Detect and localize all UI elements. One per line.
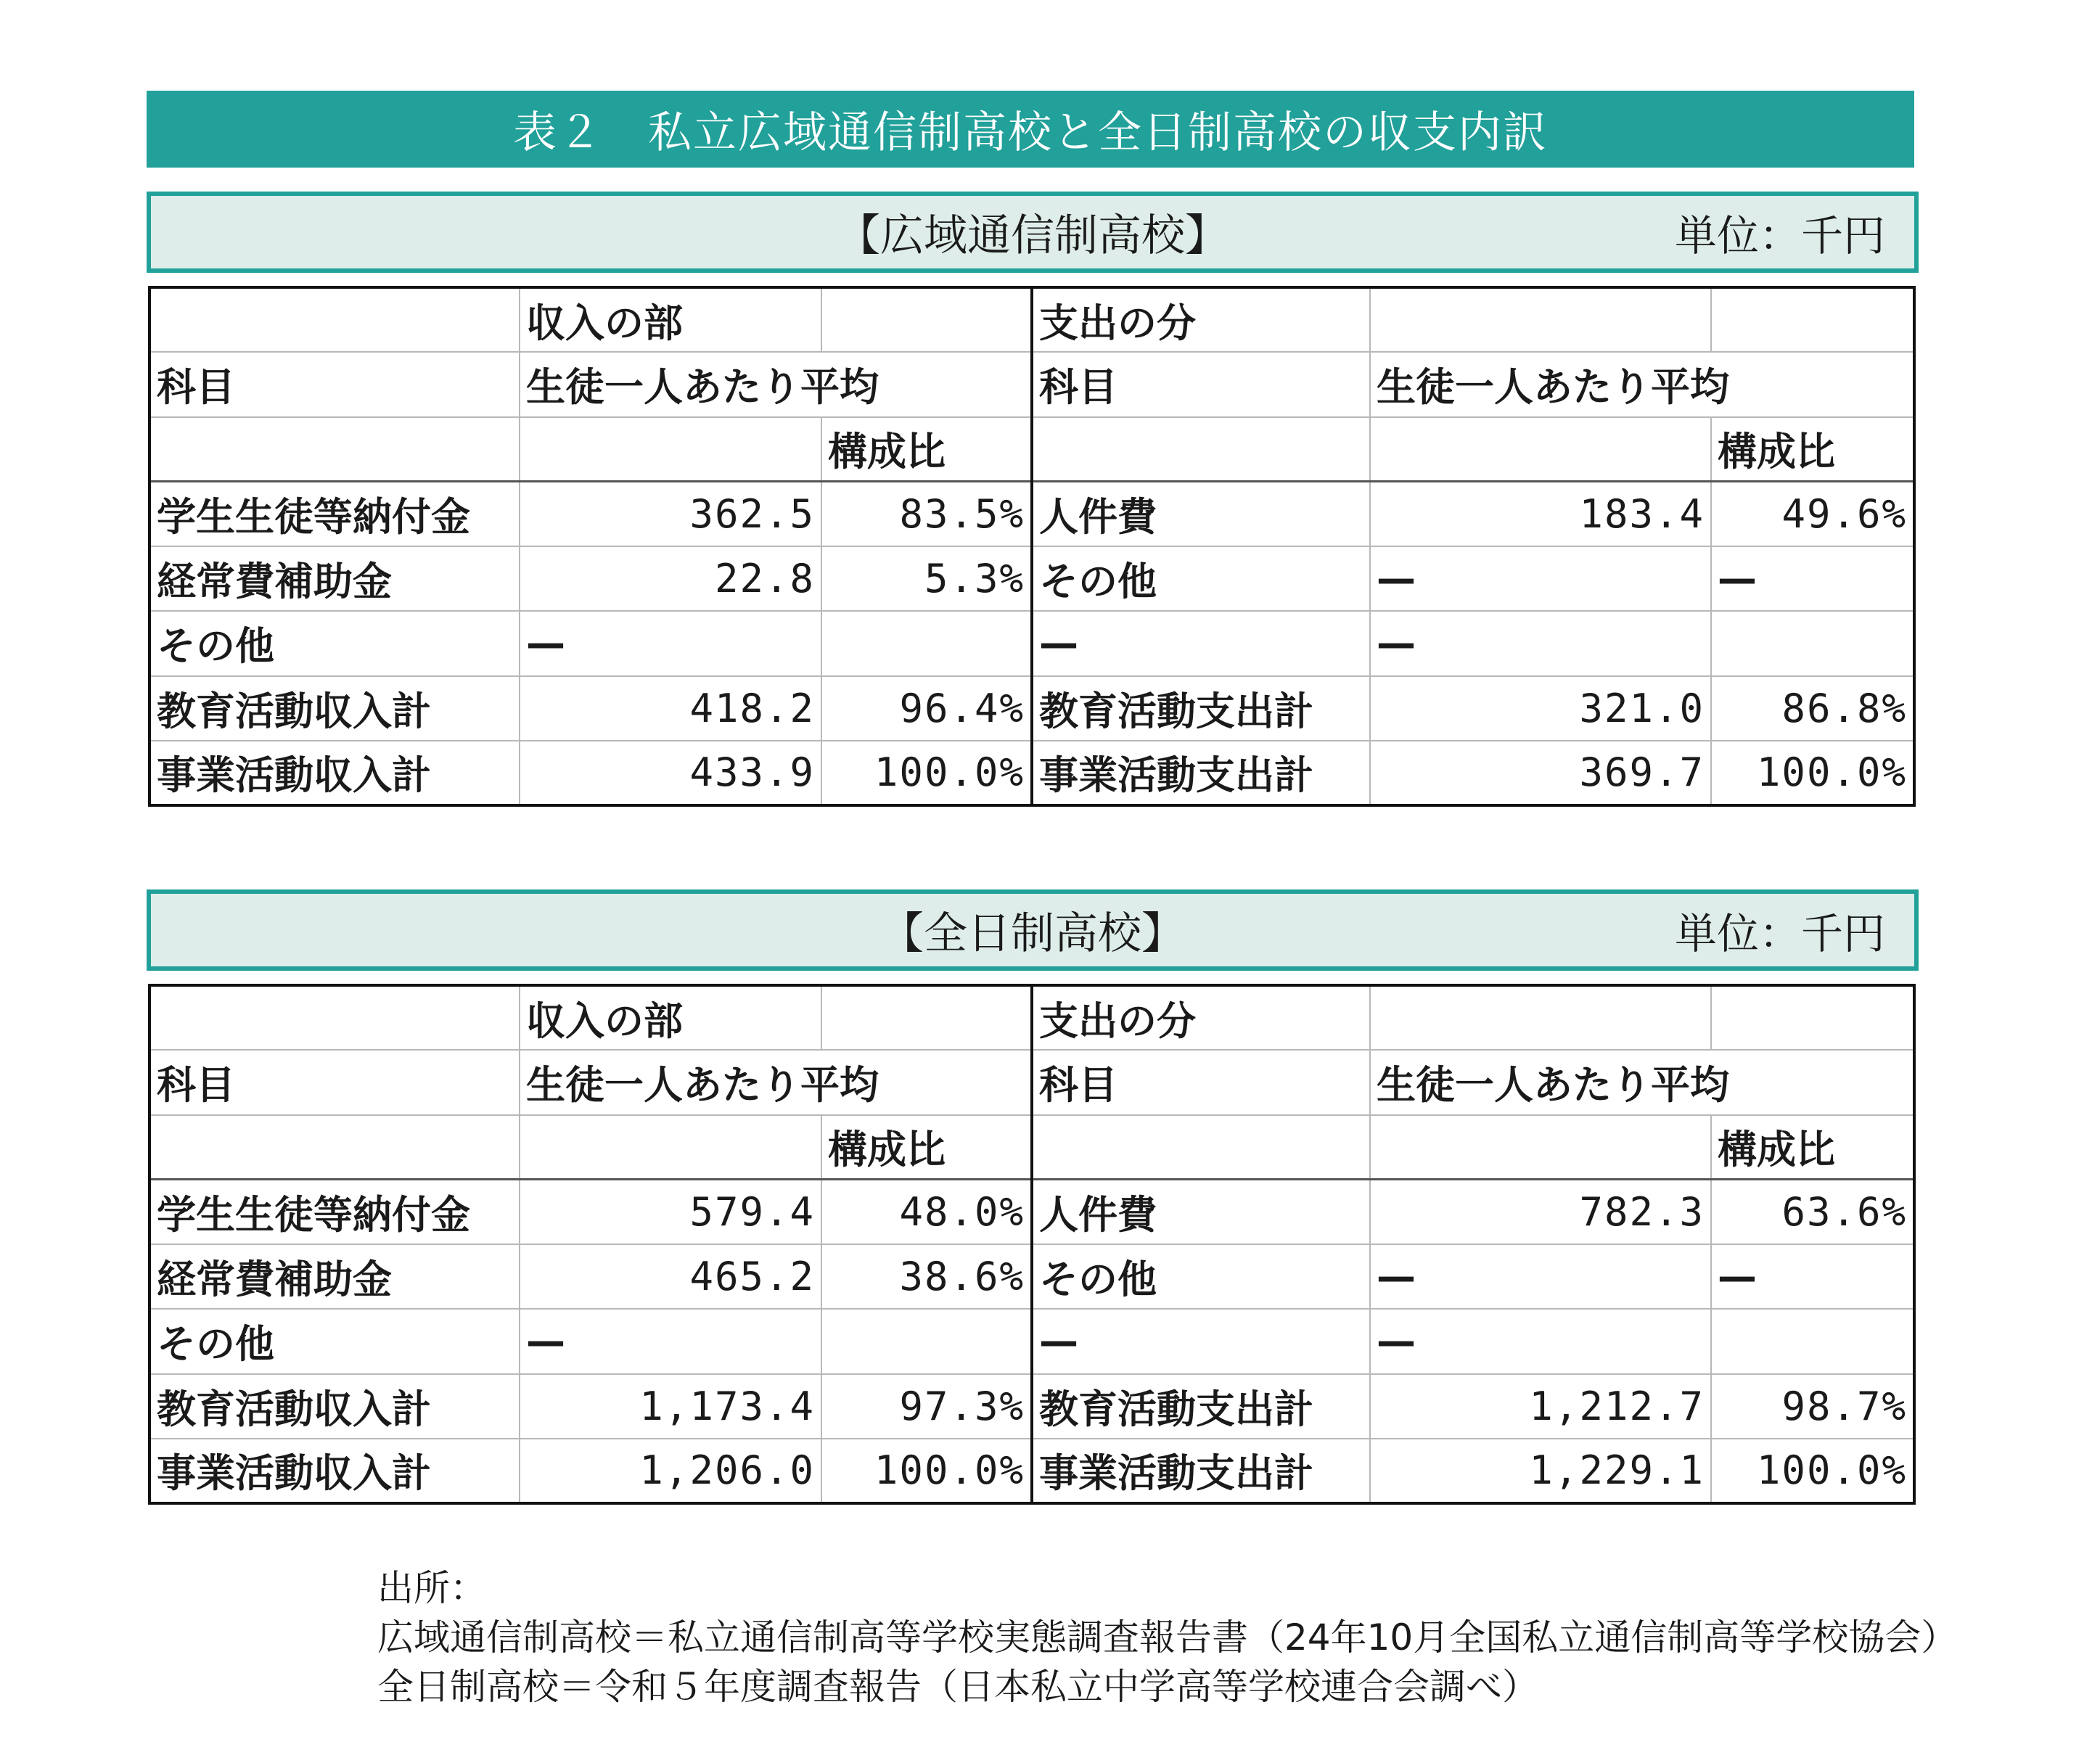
section-title: 【広域通信制高校】 [837, 210, 1229, 261]
table-row [149, 611, 1914, 675]
expense-ratio: — [1711, 1244, 1914, 1309]
expense-value: 369.7 [1370, 741, 1711, 805]
income-value: — [520, 611, 821, 675]
table-row [149, 676, 1914, 741]
subject-label: 科目 [1032, 352, 1370, 416]
ratio-label: 構成比 [1711, 417, 1914, 482]
income-item: 事業活動収入計 [149, 741, 520, 805]
section-header-correspondence [147, 192, 1919, 273]
income-value: 465.2 [520, 1244, 821, 1309]
income-item: その他 [149, 1309, 520, 1373]
income-value: 1,206.0 [520, 1439, 821, 1503]
per-student-label: 生徒一人あたり平均 [520, 1050, 1032, 1114]
expense-value: — [1370, 546, 1711, 611]
table-row [149, 1180, 1914, 1244]
income-ratio: 5.3% [821, 546, 1032, 611]
income-value: 362.5 [520, 482, 821, 546]
expense-value: 1,212.7 [1370, 1374, 1711, 1439]
expense-item: 教育活動支出計 [1032, 1374, 1370, 1439]
cell-empty [520, 1115, 821, 1180]
income-value: 418.2 [520, 676, 821, 741]
expense-value: — [1370, 1309, 1711, 1373]
page-title: 表２ 私立広域通信制高校と全日制高校の収支内訳 [147, 91, 1914, 168]
expense-value: 1,229.1 [1370, 1439, 1711, 1503]
expense-item: その他 [1032, 546, 1370, 611]
income-item: 教育活動収入計 [149, 676, 520, 741]
expense-item: — [1032, 611, 1370, 675]
expense-value: 782.3 [1370, 1180, 1711, 1244]
cell-empty [1370, 287, 1711, 352]
expense-value: 321.0 [1370, 676, 1711, 741]
income-ratio [821, 611, 1032, 675]
income-item: その他 [149, 611, 520, 675]
expense-ratio: 100.0% [1711, 1439, 1914, 1503]
expense-item: 事業活動支出計 [1032, 741, 1370, 805]
income-item: 教育活動収入計 [149, 1374, 520, 1439]
ratio-label: 構成比 [1711, 1115, 1914, 1180]
expense-ratio: 100.0% [1711, 741, 1914, 805]
subject-label: 科目 [149, 1050, 520, 1114]
table-row [149, 1439, 1914, 1503]
expense-part-label: 支出の分 [1032, 287, 1370, 352]
per-student-label: 生徒一人あたり平均 [520, 352, 1032, 416]
cell-empty [1370, 985, 1711, 1050]
section-header-fulltime [147, 889, 1919, 971]
expense-ratio: 49.6% [1711, 482, 1914, 546]
income-ratio: 97.3% [821, 1374, 1032, 1439]
income-value: — [520, 1309, 821, 1373]
expense-item: 人件費 [1032, 482, 1370, 546]
income-part-label: 収入の部 [520, 985, 821, 1050]
subject-label: 科目 [1032, 1050, 1370, 1114]
expense-ratio: 86.8% [1711, 676, 1914, 741]
income-item: 学生生徒等納付金 [149, 482, 520, 546]
income-part-label: 収入の部 [520, 287, 821, 352]
per-student-label: 生徒一人あたり平均 [1370, 1050, 1914, 1114]
expense-value: — [1370, 1244, 1711, 1309]
source-note [377, 1563, 1957, 1711]
income-item: 学生生徒等納付金 [149, 1180, 520, 1244]
ratio-label: 構成比 [821, 1115, 1032, 1180]
income-ratio: 83.5% [821, 482, 1032, 546]
income-ratio: 38.6% [821, 1244, 1032, 1309]
cell-empty [149, 985, 520, 1050]
unit-label: 単位：千円 [1674, 909, 1885, 958]
per-student-label: 生徒一人あたり平均 [1370, 352, 1914, 416]
cell-empty [149, 1115, 520, 1180]
income-ratio: 100.0% [821, 1439, 1032, 1503]
income-value: 433.9 [520, 741, 821, 805]
expense-ratio: 98.7% [1711, 1374, 1914, 1439]
source-heading: 出所： [377, 1567, 486, 1609]
expense-ratio [1711, 611, 1914, 675]
cell-empty [1032, 1115, 1370, 1180]
expense-item: — [1032, 1309, 1370, 1373]
income-item: 事業活動収入計 [149, 1439, 520, 1503]
expense-item: 教育活動支出計 [1032, 676, 1370, 741]
income-value: 22.8 [520, 546, 821, 611]
cell-empty [1370, 1115, 1711, 1180]
unit-label: 単位：千円 [1674, 211, 1885, 260]
income-ratio [821, 1309, 1032, 1373]
table-row [149, 1374, 1914, 1439]
cell-empty [149, 287, 520, 352]
income-ratio: 96.4% [821, 676, 1032, 741]
income-ratio: 100.0% [821, 741, 1032, 805]
table-correspondence [148, 286, 1916, 807]
income-value: 1,173.4 [520, 1374, 821, 1439]
table-row [149, 1244, 1914, 1309]
expense-item: 事業活動支出計 [1032, 1439, 1370, 1503]
expense-ratio: — [1711, 546, 1914, 611]
income-value: 579.4 [520, 1180, 821, 1244]
subject-label: 科目 [149, 352, 520, 416]
source-line: 広域通信制高校＝私立通信制高等学校実態調査報告書（24年10月全国私立通信制高等学校協会） [377, 1616, 1958, 1659]
expense-part-label: 支出の分 [1032, 985, 1370, 1050]
cell-empty [520, 417, 821, 482]
cell-empty [1032, 417, 1370, 482]
expense-ratio [1711, 1309, 1914, 1373]
table-row [149, 1309, 1914, 1373]
income-item: 経常費補助金 [149, 546, 520, 611]
expense-ratio: 63.6% [1711, 1180, 1914, 1244]
table-row [149, 741, 1914, 805]
income-ratio: 48.0% [821, 1180, 1032, 1244]
table-fulltime [148, 984, 1916, 1505]
expense-value: — [1370, 611, 1711, 675]
source-line: 全日制高校＝令和５年度調査報告（日本私立中学高等学校連合会調べ） [377, 1666, 1538, 1708]
table-row [149, 482, 1914, 546]
expense-item: 人件費 [1032, 1180, 1370, 1244]
cell-empty [1370, 417, 1711, 482]
expense-item: その他 [1032, 1244, 1370, 1309]
cell-empty [149, 417, 520, 482]
expense-value: 183.4 [1370, 482, 1711, 546]
section-title: 【全日制高校】 [880, 908, 1185, 959]
cell-empty [1711, 287, 1914, 352]
ratio-label: 構成比 [821, 417, 1032, 482]
cell-empty [821, 985, 1032, 1050]
cell-empty [1711, 985, 1914, 1050]
table-row [149, 546, 1914, 611]
cell-empty [821, 287, 1032, 352]
income-item: 経常費補助金 [149, 1244, 520, 1309]
